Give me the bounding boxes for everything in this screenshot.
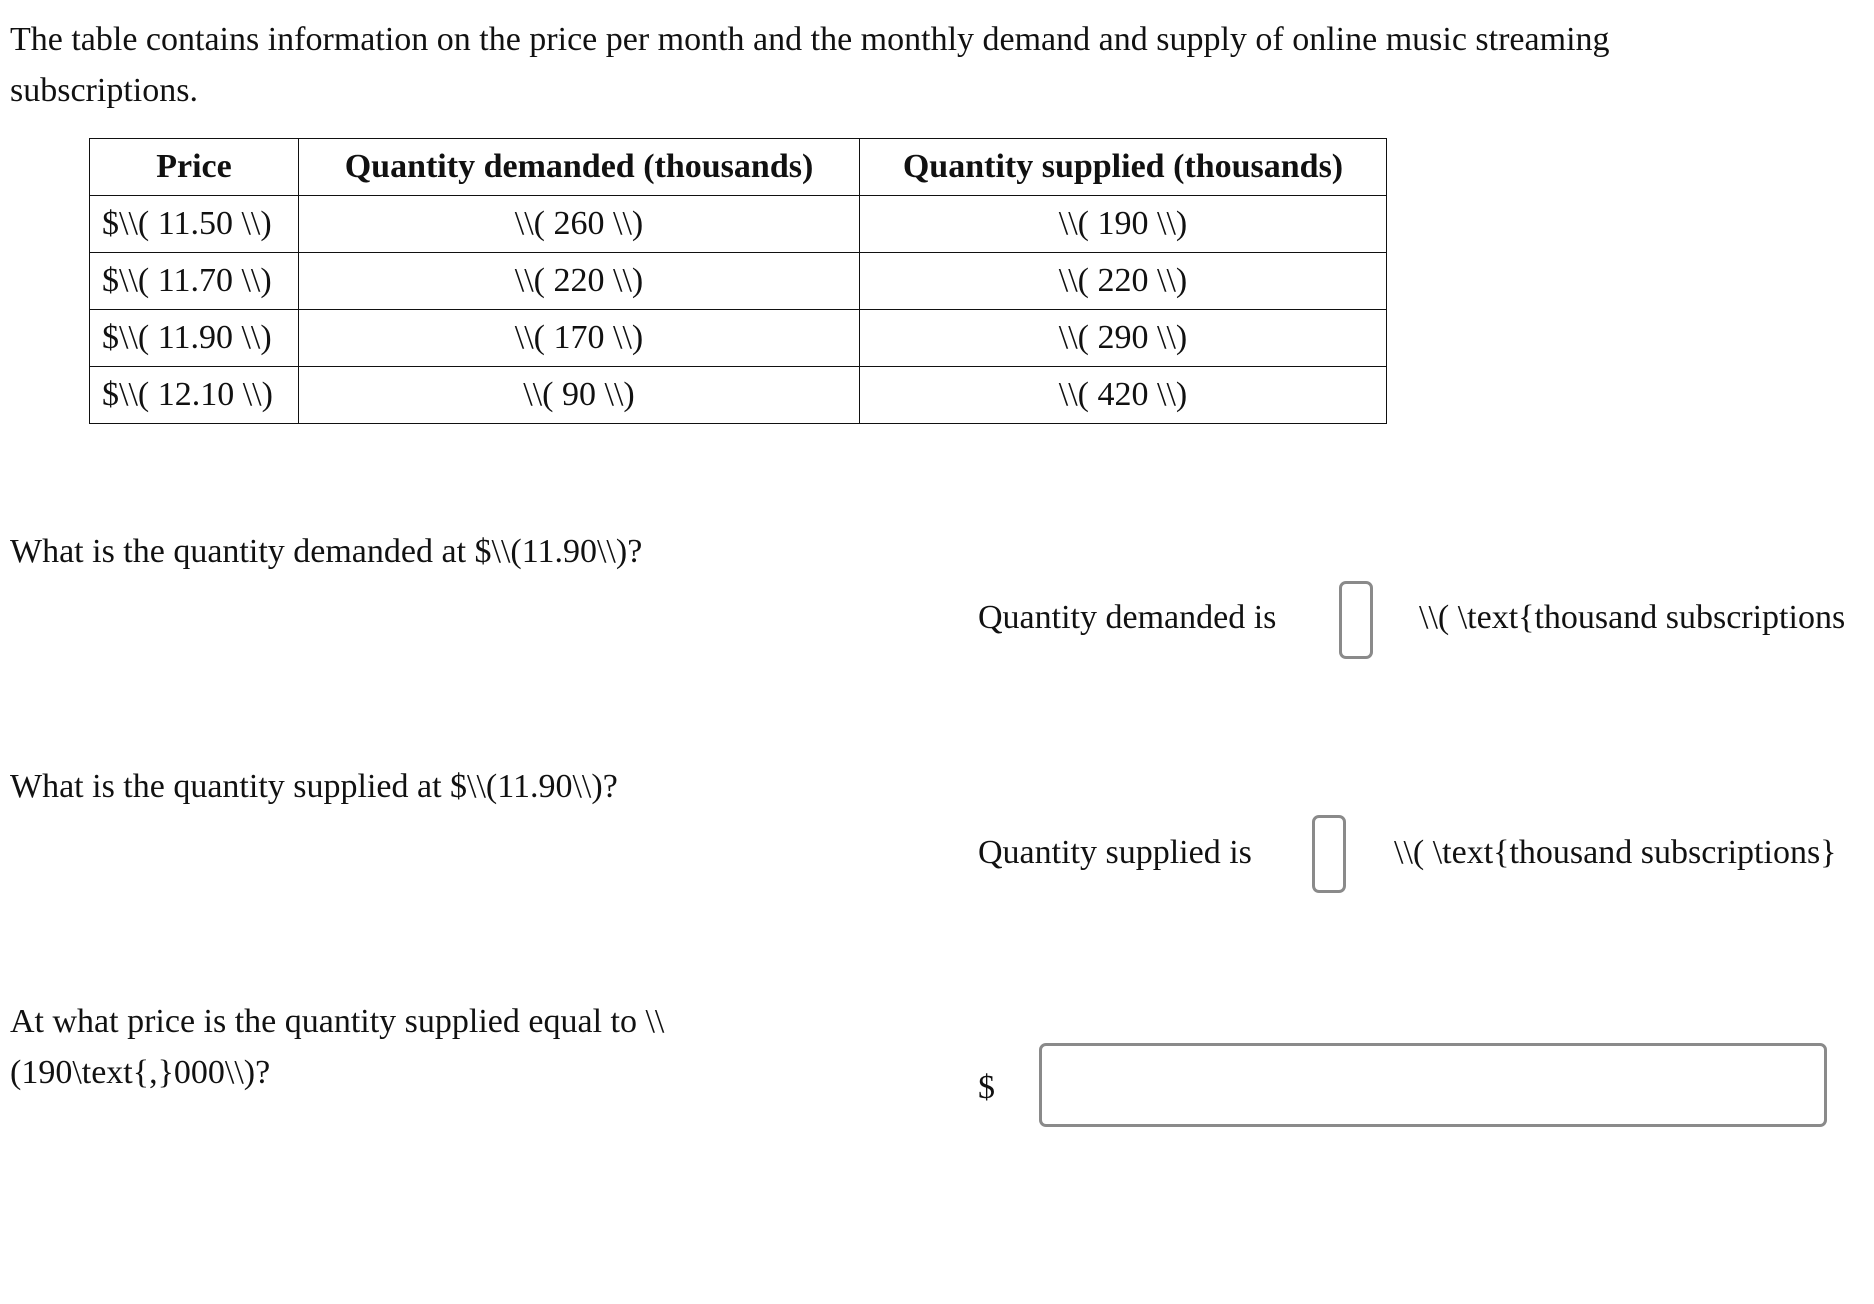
price-cell: $\\( 11.50 \\) bbox=[90, 196, 299, 253]
table-row bbox=[90, 196, 1387, 253]
quantity-demanded-label: Quantity demanded is bbox=[978, 599, 1277, 636]
demand-cell: \\( 260 \\) bbox=[299, 196, 860, 253]
supply-cell: \\( 290 \\) bbox=[860, 310, 1387, 367]
table-row bbox=[90, 310, 1387, 367]
supply-cell: \\( 220 \\) bbox=[860, 253, 1387, 310]
question-price-at-supply: At what price is the quantity supplied equal to \\ (190\text{,}000\\)? bbox=[10, 1003, 665, 1091]
question-quantity-supplied: What is the quantity supplied at $\\(11.90\\)? bbox=[10, 768, 618, 805]
quantity-supplied-label: Quantity supplied is bbox=[978, 834, 1252, 871]
demand-cell: \\( 220 \\) bbox=[299, 253, 860, 310]
table-row bbox=[90, 367, 1387, 424]
demand-cell: \\( 90 \\) bbox=[299, 367, 860, 424]
price-cell: $\\( 12.10 \\) bbox=[90, 367, 299, 424]
dollar-sign-label: $ bbox=[978, 1069, 995, 1106]
quantity-supplied-unit: \\( \text{thousand subscriptions} bbox=[1394, 834, 1837, 871]
supply-cell: \\( 190 \\) bbox=[860, 196, 1387, 253]
question-quantity-demanded: What is the quantity demanded at $\\(11.90\\)? bbox=[10, 533, 643, 570]
table-header-row bbox=[90, 139, 1387, 196]
header-quantity-supplied: Quantity supplied (thousands) bbox=[860, 139, 1387, 196]
header-price: Price bbox=[90, 139, 299, 196]
price-cell: $\\( 11.70 \\) bbox=[90, 253, 299, 310]
intro-paragraph: The table contains information on the price per month and the monthly demand and supply of online music streaming subscriptions. bbox=[10, 21, 1610, 109]
table-row bbox=[90, 253, 1387, 310]
supply-demand-table bbox=[89, 138, 1387, 424]
quantity-demanded-input[interactable] bbox=[1339, 581, 1373, 659]
demand-cell: \\( 170 \\) bbox=[299, 310, 860, 367]
price-input[interactable] bbox=[1039, 1043, 1827, 1127]
quantity-supplied-input[interactable] bbox=[1312, 815, 1346, 893]
price-cell: $\\( 11.90 \\) bbox=[90, 310, 299, 367]
supply-cell: \\( 420 \\) bbox=[860, 367, 1387, 424]
quantity-demanded-unit: \\( \text{thousand subscriptions bbox=[1419, 599, 1846, 636]
header-quantity-demanded: Quantity demanded (thousands) bbox=[299, 139, 860, 196]
